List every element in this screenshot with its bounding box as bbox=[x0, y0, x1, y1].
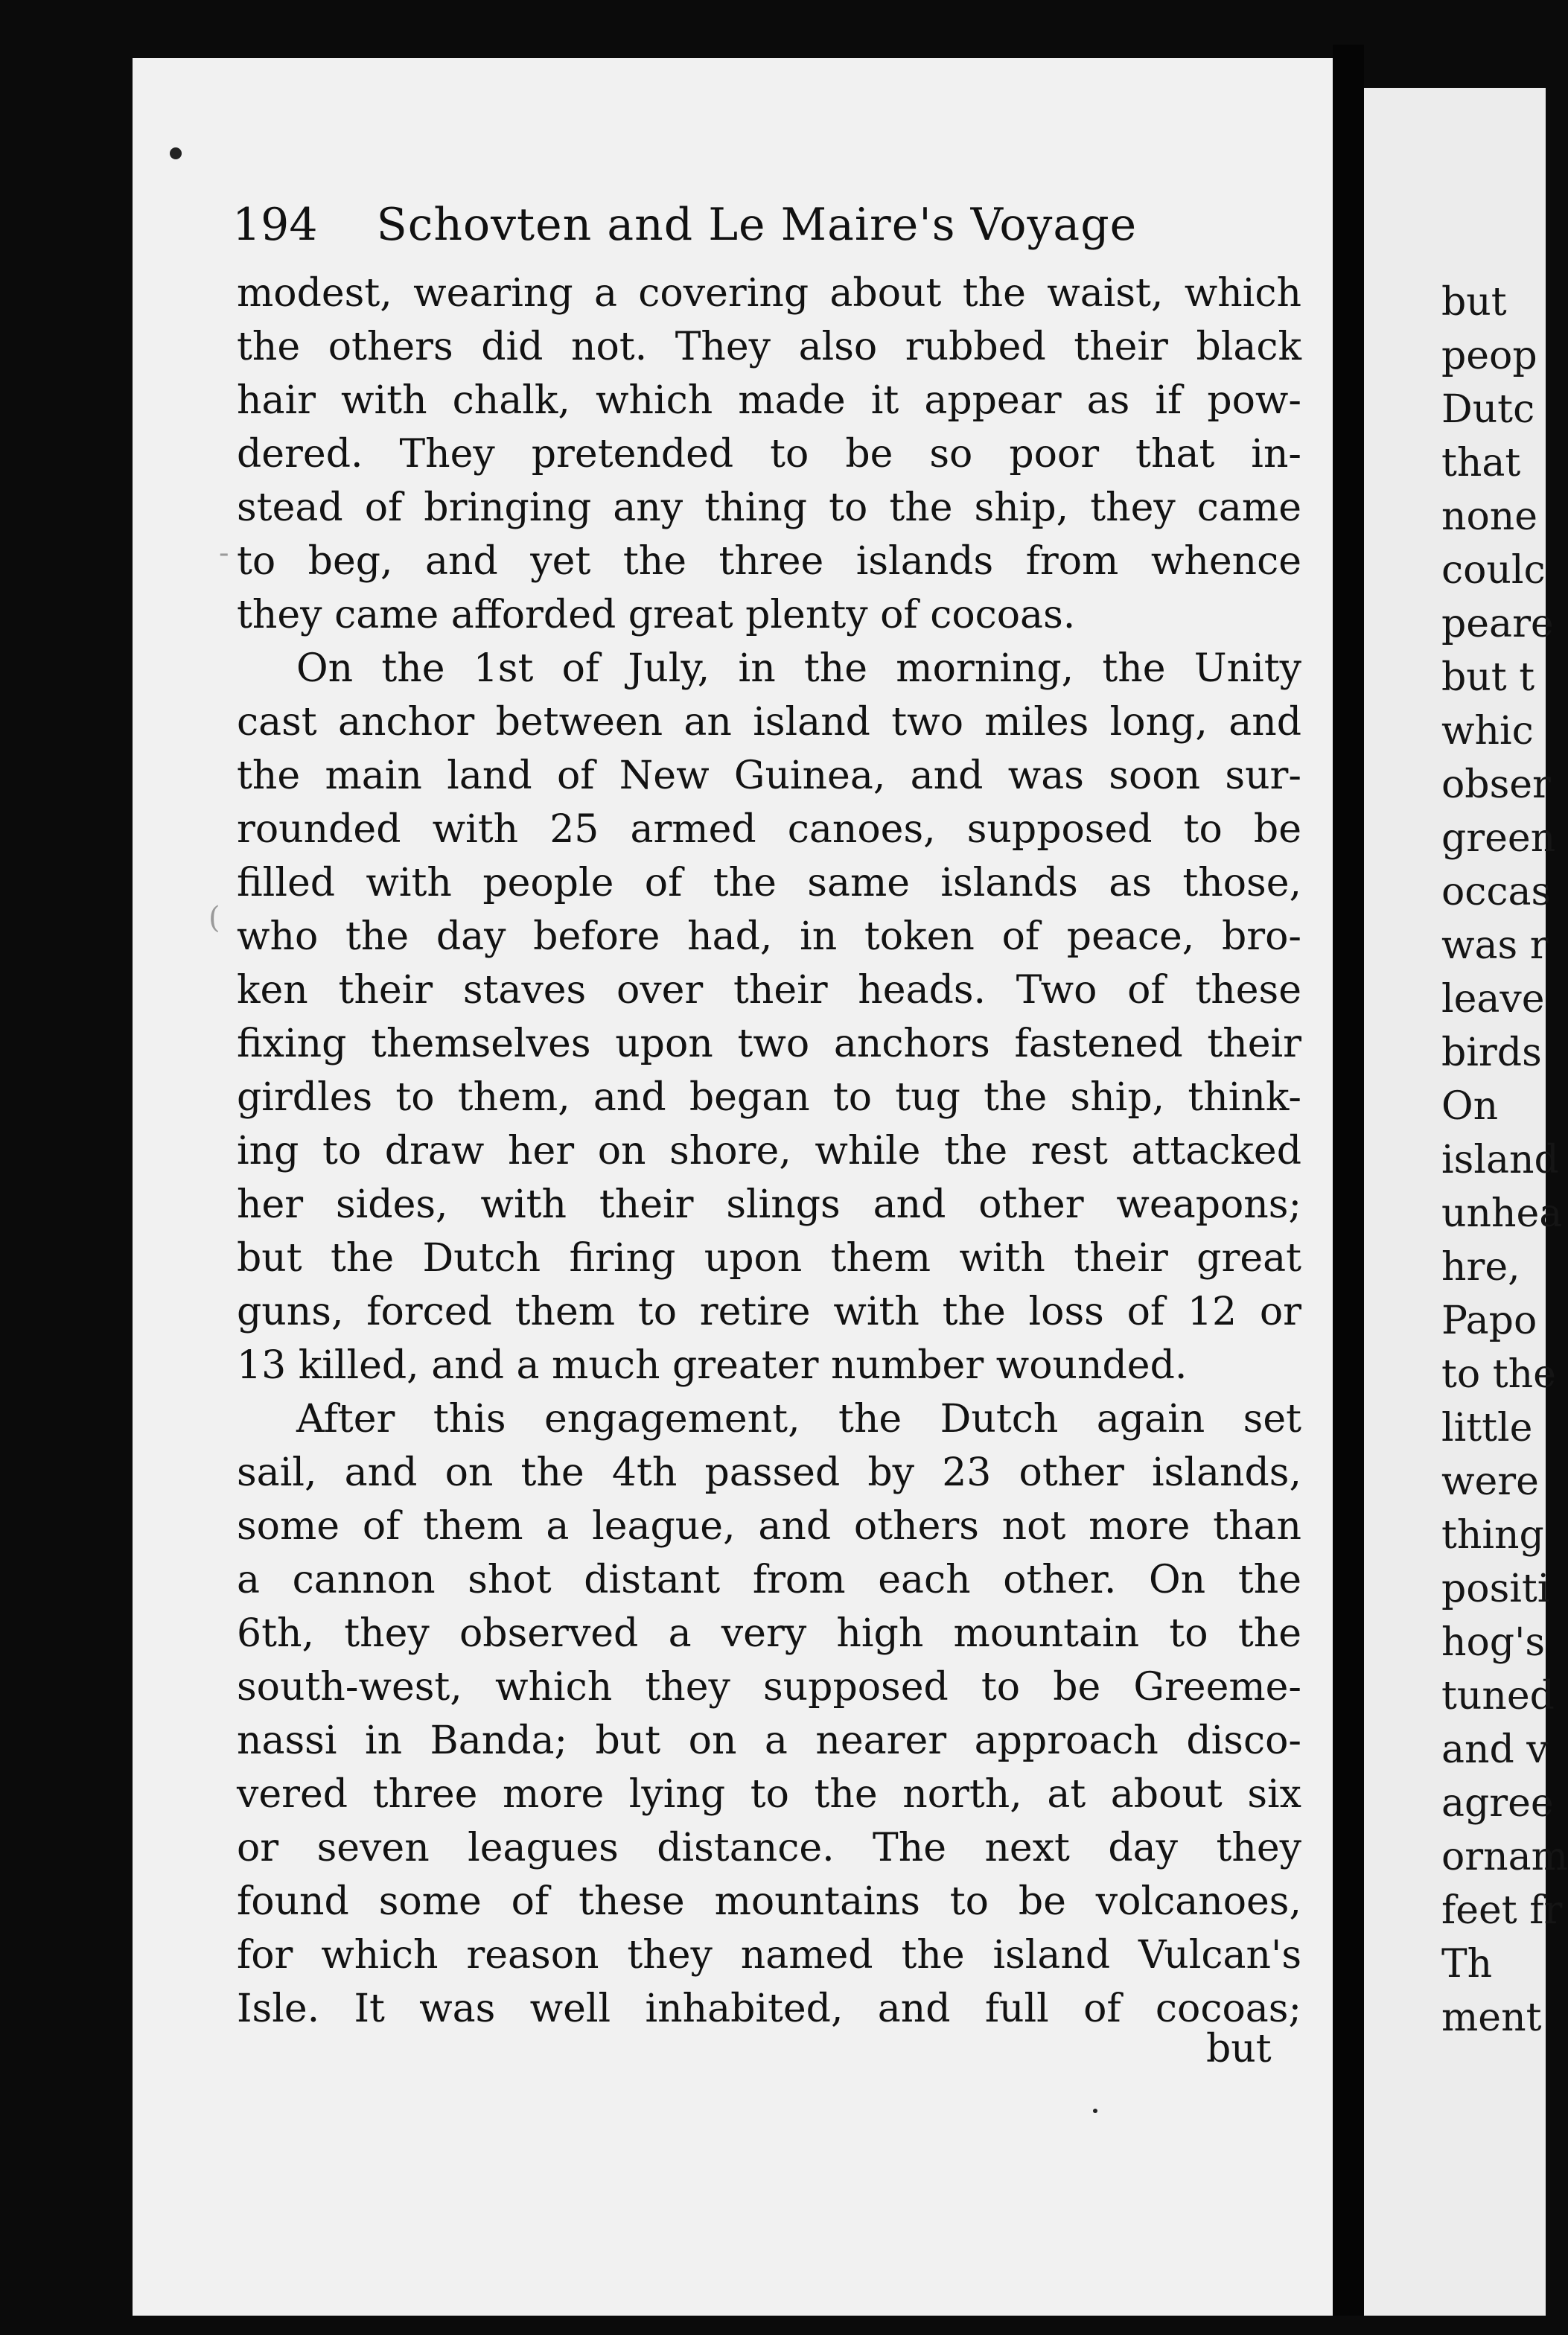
text-line: vered three more lying to the north, at about six bbox=[237, 1772, 1301, 1817]
facing-text-line: was r bbox=[1441, 923, 1549, 968]
facing-text-line: hre, bbox=[1441, 1245, 1520, 1290]
facing-text-line: On bbox=[1441, 1084, 1499, 1129]
facing-text-line: ment bbox=[1441, 1995, 1542, 2040]
facing-text-line: but bbox=[1441, 280, 1507, 325]
running-title: Schovten and Le Maire's Voyage bbox=[376, 199, 1138, 251]
facing-text-line: green bbox=[1441, 816, 1556, 861]
text-line: dered. They pretended to be so poor that in- bbox=[237, 432, 1301, 477]
text-line: but the Dutch firing upon them with their great bbox=[237, 1236, 1301, 1281]
text-line: the main land of New Guinea, and was soon sur- bbox=[237, 754, 1301, 798]
catchword: but bbox=[1206, 2027, 1272, 2071]
text-line: a cannon shot distant from each other. On the bbox=[237, 1558, 1301, 1602]
text-line: 6th, they observed a very high mountain to the bbox=[237, 1611, 1301, 1656]
text-line: the others did not. They also rubbed their black bbox=[237, 325, 1301, 369]
facing-text-line: to the bbox=[1441, 1352, 1556, 1397]
facing-text-line: thing bbox=[1441, 1513, 1544, 1558]
facing-text-line: tuned bbox=[1441, 1674, 1555, 1718]
facing-text-line: leave bbox=[1441, 977, 1545, 1022]
scan-border bbox=[0, 2316, 1546, 2335]
facing-text-line: obser bbox=[1441, 762, 1551, 807]
marginal-mark: ( bbox=[208, 901, 220, 935]
facing-text-line: were bbox=[1441, 1459, 1539, 1504]
text-line: hair with chalk, which made it appear as if pow- bbox=[237, 378, 1301, 423]
page-number: 194 bbox=[232, 199, 318, 251]
paragraph-start-line: On the 1st of July, in the morning, the Unity bbox=[296, 646, 1301, 691]
facing-text-line: peare bbox=[1441, 602, 1554, 646]
text-line: modest, wearing a covering about the waist, which bbox=[237, 271, 1301, 316]
facing-text-line: occas bbox=[1441, 870, 1552, 914]
text-line: nassi in Banda; but on a nearer approach disco- bbox=[237, 1718, 1301, 1763]
text-line: filled with people of the same islands as those, bbox=[237, 861, 1301, 905]
text-line: found some of these mountains to be volcanoes, bbox=[237, 1879, 1301, 1924]
facing-text-line: coulc bbox=[1441, 548, 1546, 593]
ink-speck bbox=[1093, 2109, 1097, 2113]
text-line: rounded with 25 armed canoes, supposed to be bbox=[237, 807, 1301, 852]
text-line: stead of bringing any thing to the ship, they came bbox=[237, 485, 1301, 530]
marginal-mark: - bbox=[219, 536, 229, 570]
text-line: south-west, which they supposed to be Greeme- bbox=[237, 1665, 1301, 1710]
facing-text-line: Papo bbox=[1441, 1299, 1537, 1343]
text-line: for which reason they named the island Vulcan's bbox=[237, 1933, 1301, 1978]
text-line: they came afforded great plenty of cocoas. bbox=[237, 593, 1076, 637]
facing-text-line: Th bbox=[1441, 1942, 1493, 1987]
facing-text-line: agree bbox=[1441, 1781, 1554, 1826]
facing-text-line: feet fr bbox=[1441, 1888, 1563, 1933]
page-header bbox=[232, 195, 1304, 255]
text-line: guns, forced them to retire with the loss of 12 or bbox=[237, 1290, 1301, 1334]
facing-text-line: whic bbox=[1441, 709, 1534, 754]
text-line: fixing themselves upon two anchors fastened their bbox=[237, 1022, 1301, 1066]
facing-text-line: ornam bbox=[1441, 1835, 1568, 1879]
facing-text-line: birds bbox=[1441, 1030, 1542, 1075]
facing-text-line: but t bbox=[1441, 655, 1535, 700]
text-line: Isle. It was well inhabited, and full of cocoas; bbox=[237, 1987, 1301, 2031]
text-line: or seven leagues distance. The next day they bbox=[237, 1826, 1301, 1870]
facing-text-line: and v bbox=[1441, 1727, 1549, 1772]
text-line: cast anchor between an island two miles long, and bbox=[237, 700, 1301, 745]
text-line: her sides, with their slings and other weapons; bbox=[237, 1182, 1301, 1227]
body-text bbox=[237, 267, 1301, 2036]
book-gutter bbox=[1333, 45, 1364, 2335]
paragraph-start-line: After this engagement, the Dutch again set bbox=[296, 1397, 1301, 1442]
facing-text-line: positi bbox=[1441, 1567, 1550, 1611]
text-line: to beg, and yet the three islands from whence bbox=[237, 539, 1301, 584]
facing-text-line: little bbox=[1441, 1406, 1533, 1450]
facing-text-line: unhea bbox=[1441, 1191, 1563, 1236]
text-line: girdles to them, and began to tug the ship, think- bbox=[237, 1075, 1301, 1120]
text-line: 13 killed, and a much greater number wounded. bbox=[237, 1343, 1188, 1388]
facing-text-line: island bbox=[1441, 1138, 1559, 1182]
facing-text-line: peop bbox=[1441, 334, 1537, 378]
facing-text-line: Dutc bbox=[1441, 387, 1535, 432]
facing-text-line: that bbox=[1441, 441, 1521, 485]
text-line: some of them a league, and others not more than bbox=[237, 1504, 1301, 1549]
facing-page-text bbox=[1441, 275, 1568, 2045]
text-line: ken their staves over their heads. Two of these bbox=[237, 968, 1301, 1013]
facing-text-line: hog's bbox=[1441, 1620, 1546, 1665]
text-line: ing to draw her on shore, while the rest attacked bbox=[237, 1129, 1301, 1173]
facing-text-line: none bbox=[1441, 494, 1538, 539]
text-line: sail, and on the 4th passed by 23 other islands, bbox=[237, 1450, 1301, 1495]
text-line: who the day before had, in token of peace, bro- bbox=[237, 914, 1301, 959]
ink-speck bbox=[170, 147, 182, 159]
